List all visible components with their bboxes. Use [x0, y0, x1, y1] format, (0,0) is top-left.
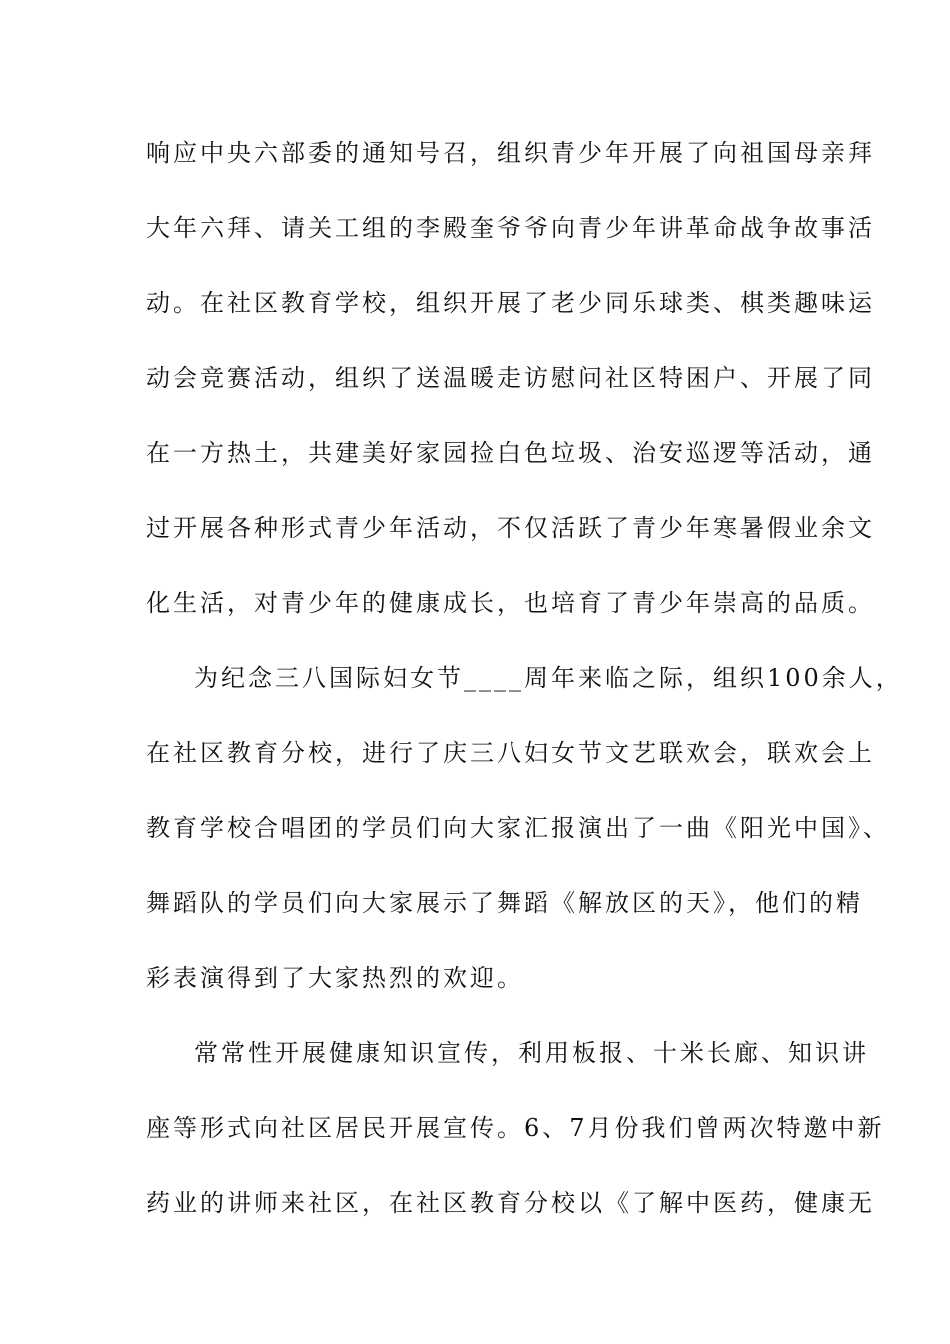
text-line: 在社区教育分校，进行了庆三八妇女节文艺联欢会，联欢会上	[146, 739, 875, 767]
text-line: 过开展各种形式青少年活动，不仅活跃了青少年寒暑假业余文	[146, 514, 875, 542]
text-line: 动会竞赛活动，组织了送温暖走访慰问社区特困户、开展了同	[146, 364, 875, 392]
text-line: 化生活，对青少年的健康成长，也培育了青少年崇高的品质。	[146, 589, 875, 617]
text-line: 在一方热土，共建美好家园捡白色垃圾、治安巡逻等活动，通	[146, 439, 875, 467]
paragraph-start-line: 常常性开展健康知识宣传，利用板报、十米长廊、知识讲	[194, 1039, 869, 1067]
text-line: 动。在社区教育学校，组织开展了老少同乐球类、棋类趣味运	[146, 289, 875, 317]
text-line: 舞蹈队的学员们向大家展示了舞蹈《解放区的天》，他们的精	[146, 889, 863, 917]
text-line: 彩表演得到了大家热烈的欢迎。	[146, 964, 524, 992]
text-line: 大年六拜、请关工组的李殿奎爷爷向青少年讲革命战争故事活	[146, 214, 875, 242]
text-line: 响应中央六部委的通知号召，组织青少年开展了向祖国母亲拜	[146, 139, 875, 167]
text-line: 教育学校合唱团的学员们向大家汇报演出了一曲《阳光中国》、	[146, 814, 890, 842]
paragraph-start-line: 为纪念三八国际妇女节____周年来临之际，组织100余人，	[194, 664, 903, 692]
text-line: 座等形式向社区居民开展宣传。6、7月份我们曾两次特邀中新	[146, 1114, 885, 1142]
text-line: 药业的讲师来社区，在社区教育分校以《了解中医药，健康无	[146, 1189, 875, 1217]
